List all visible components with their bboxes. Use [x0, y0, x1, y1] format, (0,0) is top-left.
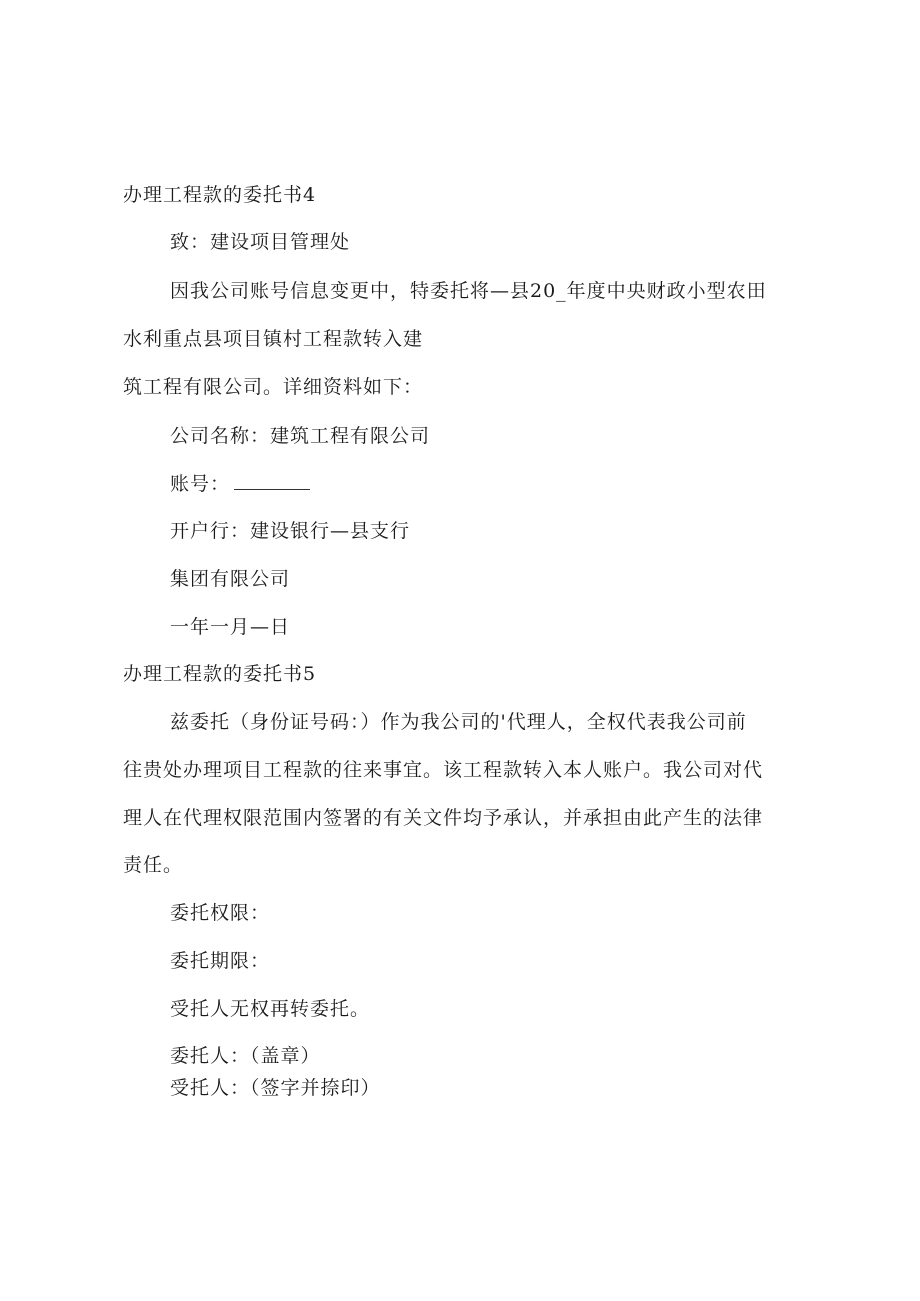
section4-account	[170, 472, 310, 496]
section4-body-line1: 因我公司账号信息变更中，特委托将—县20_年度中央财政小型农田	[170, 280, 767, 302]
section4-title: 办理工程款的委托书4	[123, 184, 317, 206]
section5-body-line4: 责任。	[123, 854, 184, 876]
section4-date: 一年一月—日	[170, 616, 291, 638]
section5-title: 办理工程款的委托书5	[123, 663, 317, 685]
section4-body-line3: 筑工程有限公司。详细资料如下：	[123, 376, 424, 398]
section5-period: 委托期限：	[170, 950, 271, 972]
section5-principal: 委托人：（盖章）	[170, 1045, 321, 1067]
section5-body-line1: 兹委托（身份证号码：）作为我公司的'代理人，全权代表我公司前	[170, 711, 747, 733]
section4-body-line2: 水利重点县项目镇村工程款转入建	[123, 328, 424, 350]
section5-no-transfer: 受托人无权再转委托。	[170, 998, 371, 1020]
section4-bank: 开户行：建设银行—县支行	[170, 520, 411, 542]
section4-signer: 集团有限公司	[170, 568, 291, 590]
section4-addressee: 致：建设项目管理处	[170, 231, 351, 253]
section5-body-line3: 理人在代理权限范围内签署的有关文件均予承认，并承担由此产生的法律	[123, 807, 764, 829]
account-label: 账号：	[170, 473, 231, 495]
section4-company-name: 公司名称：建筑工程有限公司	[170, 425, 431, 447]
section5-agent: 受托人：（签字并捺印）	[170, 1077, 381, 1099]
section5-body-line2: 往贵处办理项目工程款的往来事宜。该工程款转入本人账户。我公司对代	[123, 759, 764, 781]
section5-scope: 委托权限：	[170, 902, 271, 924]
account-blank-line	[234, 473, 310, 490]
